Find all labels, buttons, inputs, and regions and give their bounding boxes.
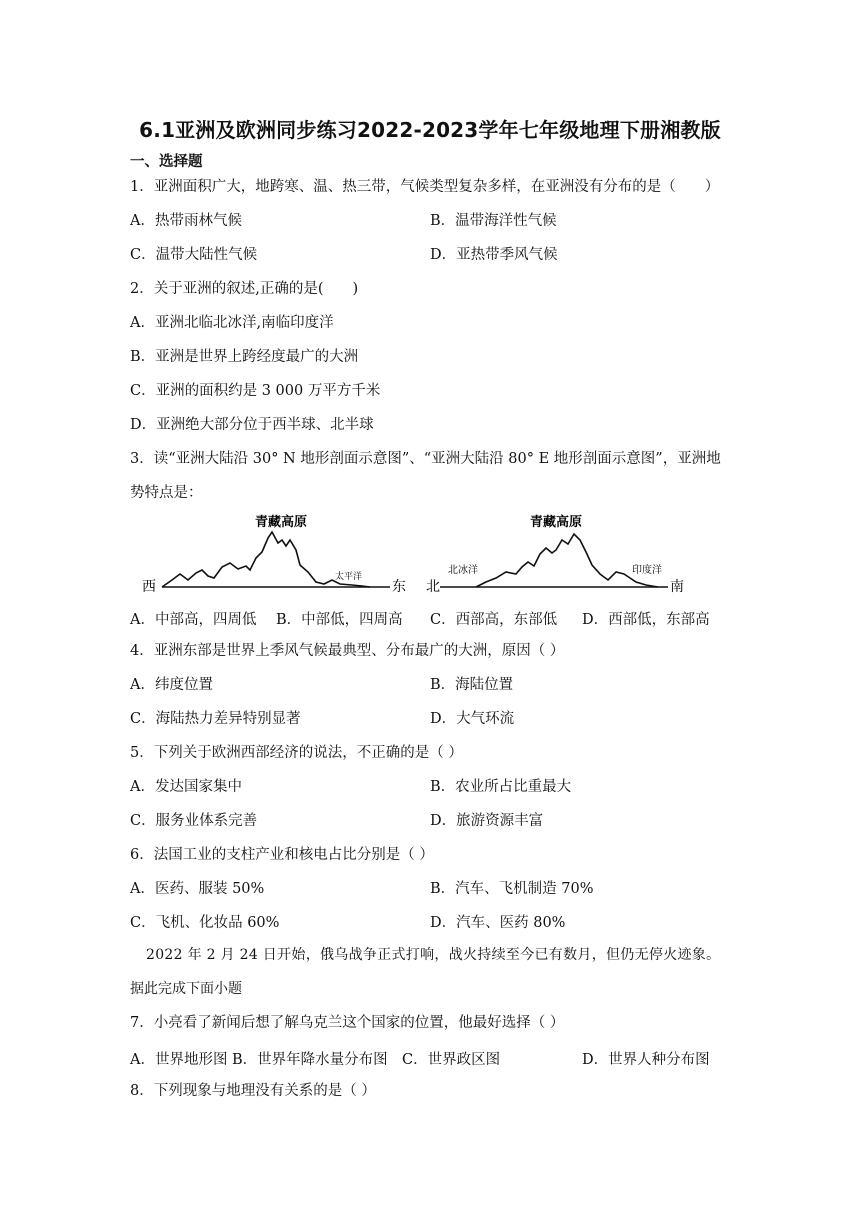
question-7-option-c[interactable]: C．世界政区图 [402, 1052, 501, 1068]
question-1-option-a[interactable]: A．热带雨林气候 [130, 213, 242, 229]
question-2-stem: 2．关于亚洲的叙述,正确的是( ) [130, 281, 359, 297]
question-6-stem: 6．法国工业的支柱产业和核电占比分别是（ ） [130, 847, 434, 863]
terrain-profile-figures [130, 510, 730, 596]
question-4-option-a[interactable]: A．纬度位置 [130, 677, 213, 693]
question-1-option-c[interactable]: C．温带大陆性气候 [130, 247, 258, 263]
profile-30n [142, 514, 406, 595]
profile-30n-peak-label: 青藏高原 [255, 515, 308, 530]
passage-line-1: 2022 年 2 月 24 日开始，俄乌战争正式打响，战火持续至今已有数月，但仍无停火迹象。 [146, 947, 721, 963]
profile-80e-north-label: 北 [426, 579, 440, 595]
profile-80e-arctic-label: 北冰洋 [448, 565, 478, 576]
question-4-option-c[interactable]: C．海陆热力差异特别显著 [130, 711, 301, 727]
question-8-stem: 8．下列现象与地理没有关系的是（ ） [130, 1083, 376, 1099]
profile-80e [426, 514, 684, 595]
question-4-option-d[interactable]: D．大气环流 [430, 711, 515, 727]
question-3-option-a[interactable]: A．中部高，四周低 [130, 612, 257, 628]
question-5-option-b[interactable]: B．农业所占比重最大 [430, 779, 572, 795]
terrain-profile-svg [130, 510, 730, 596]
question-6-option-a[interactable]: A．医药、服装 50% [130, 881, 265, 897]
question-1-option-b[interactable]: B．温带海洋性气候 [430, 213, 557, 229]
question-7-stem: 7．小亮看了新闻后想了解乌克兰这个国家的位置，他最好选择（ ） [130, 1015, 565, 1031]
question-3-option-b[interactable]: B．中部低，四周高 [276, 612, 403, 628]
question-1-stem: 1．亚洲面积广大，地跨寒、温、热三带，气候类型复杂多样，在亚洲没有分布的是（ ） [130, 179, 720, 195]
question-3-stem-line-2: 势特点是： [130, 485, 203, 501]
profile-30n-west-label: 西 [142, 579, 156, 595]
question-5-option-c[interactable]: C．服务业体系完善 [130, 813, 258, 829]
question-4-stem: 4．亚洲东部是世界上季风气候最典型、分布最广的大洲，原因（ ） [130, 643, 565, 659]
question-2-option-b[interactable]: B．亚洲是世界上跨经度最广的大洲 [130, 349, 359, 365]
passage-line-2: 据此完成下面小题 [130, 981, 242, 997]
question-5-option-d[interactable]: D．旅游资源丰富 [430, 813, 544, 829]
question-2-option-d[interactable]: D．亚洲绝大部分位于西半球、北半球 [130, 417, 374, 433]
question-6-option-b[interactable]: B．汽车、飞机制造 70% [430, 881, 594, 897]
question-7-option-b[interactable]: B．世界年降水量分布图 [232, 1052, 388, 1068]
question-6-option-c[interactable]: C．飞机、化妆品 60% [130, 915, 280, 931]
question-4-option-b[interactable]: B．海陆位置 [430, 677, 514, 693]
profile-80e-indian-label: 印度洋 [632, 565, 662, 576]
question-7-option-a[interactable]: A．世界地形图 [130, 1052, 228, 1068]
question-1-option-d[interactable]: D．亚热带季风气候 [430, 247, 558, 263]
section-heading: 一、选择题 [130, 154, 203, 170]
profile-30n-ocean-label: 太平洋 [335, 572, 363, 582]
question-5-option-a[interactable]: A．发达国家集中 [130, 779, 242, 795]
profile-80e-peak-label: 青藏高原 [530, 515, 583, 530]
question-3-option-d[interactable]: D．西部低，东部高 [582, 612, 710, 628]
question-2-option-a[interactable]: A．亚洲北临北冰洋,南临印度洋 [130, 315, 334, 331]
question-7-option-d[interactable]: D．世界人种分布图 [582, 1052, 710, 1068]
question-2-option-c[interactable]: C．亚洲的面积约是 3 000 万平方千米 [130, 383, 381, 399]
question-3-stem-line-1: 3．读“亚洲大陆沿 30° N 地形剖面示意图”、“亚洲大陆沿 80° E 地形剖面示意图”，亚洲地 [130, 451, 721, 467]
profile-80e-terrain-line [476, 534, 658, 587]
question-6-option-d[interactable]: D．汽车、医药 80% [430, 915, 566, 931]
question-5-stem: 5．下列关于欧洲西部经济的说法，不正确的是（ ） [130, 745, 463, 761]
page-title: 6.1亚洲及欧洲同步练习2022-2023学年七年级地理下册湘教版 [139, 118, 721, 142]
profile-30n-east-label: 东 [392, 579, 406, 595]
question-3-option-c[interactable]: C．西部高，东部低 [430, 612, 558, 628]
profile-80e-south-label: 南 [670, 579, 684, 595]
